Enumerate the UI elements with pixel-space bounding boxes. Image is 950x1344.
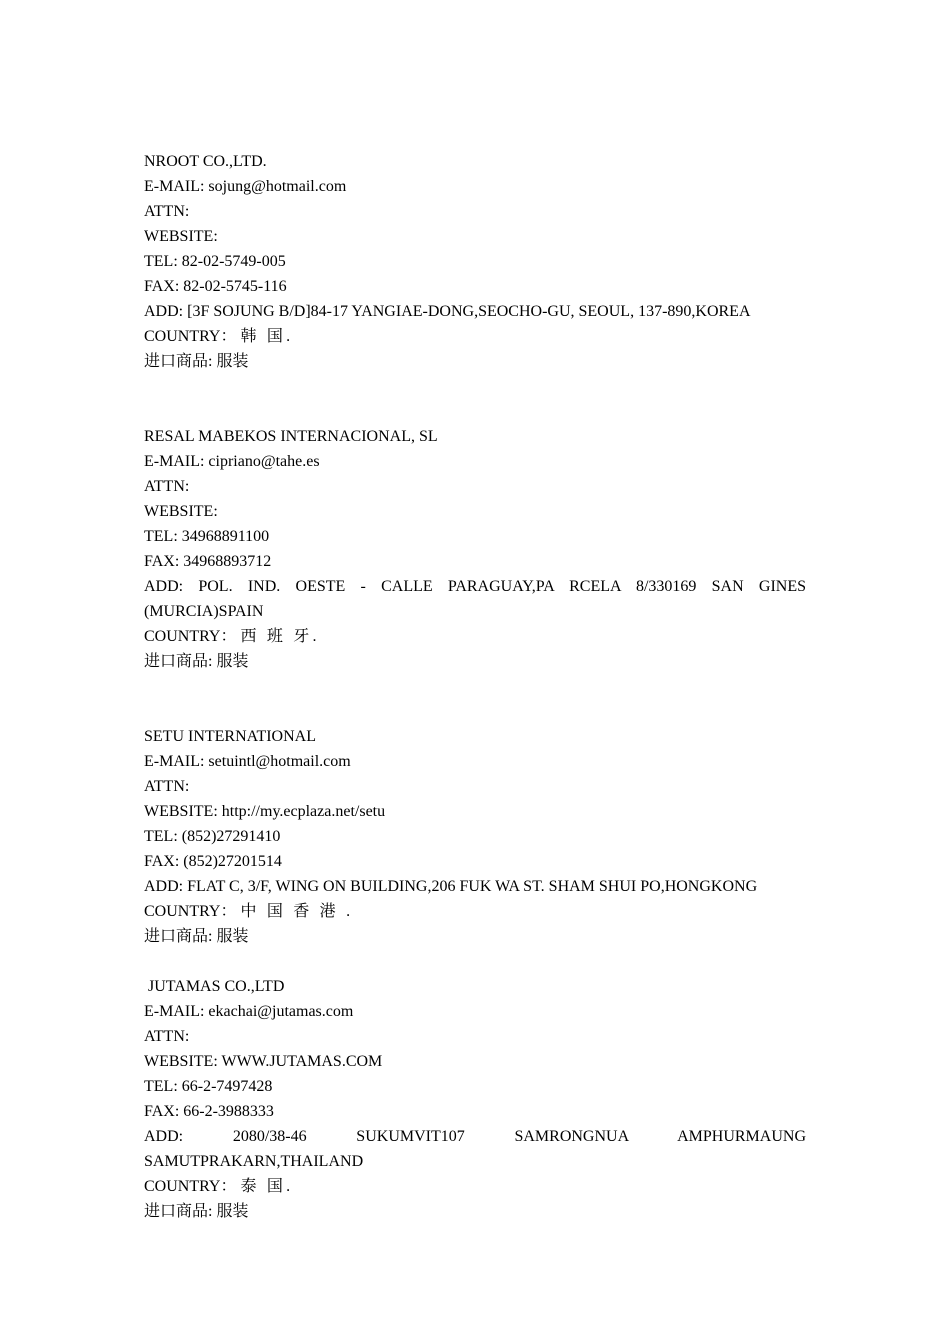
company-name: SETU INTERNATIONAL [144, 728, 316, 745]
address-line-1: ADD: 2080/38-46 SUKUMVIT107 SAMRONGNUA AMPHURMAUNG [144, 1128, 806, 1145]
attn-line: ATTN: [144, 778, 190, 795]
email-line: E-MAIL: sojung@hotmail.com [144, 178, 347, 195]
document-page [144, 149, 806, 1224]
fax-line: FAX: 66-2-3988333 [144, 1103, 274, 1120]
email-line: E-MAIL: ekachai@jutamas.com [144, 1003, 354, 1020]
website-line: WEBSITE: [144, 503, 218, 520]
goods-line: 进口商品: 服装 [144, 1203, 249, 1220]
company-name: RESAL MABEKOS INTERNACIONAL, SL [144, 428, 438, 445]
country-line [144, 324, 806, 349]
address-line: ADD: [3F SOJUNG B/D]84-17 YANGIAE-DONG,SEOCHO-GU, SEOUL, 137-890,KOREA [144, 303, 751, 320]
attn-line: ATTN: [144, 203, 190, 220]
spacer [144, 374, 806, 424]
goods-line: 进口商品: 服装 [144, 928, 249, 945]
country-value: 泰 国. [240, 1178, 294, 1195]
tel-line: TEL: (852)27291410 [144, 828, 281, 845]
country-line [144, 624, 806, 649]
country-label: COUNTRY： [144, 328, 237, 345]
email-line: E-MAIL: setuintl@hotmail.com [144, 753, 351, 770]
address-line-2: SAMUTPRAKARN,THAILAND [144, 1153, 364, 1170]
website-line: WEBSITE: [144, 228, 218, 245]
email-line: E-MAIL: cipriano@tahe.es [144, 453, 320, 470]
goods-line: 进口商品: 服装 [144, 653, 249, 670]
country-value: 韩 国. [240, 328, 294, 345]
tel-line: TEL: 66-2-7497428 [144, 1078, 273, 1095]
spacer [144, 949, 806, 974]
goods-line: 进口商品: 服装 [144, 353, 249, 370]
attn-line: ATTN: [144, 1028, 190, 1045]
fax-line: FAX: 82-02-5745-116 [144, 278, 287, 295]
company-name: JUTAMAS CO.,LTD [144, 978, 285, 995]
country-label: COUNTRY： [144, 1178, 237, 1195]
address-line: ADD: POL. IND. OESTE - CALLE PARAGUAY,PA RCELA 8/330169 SAN GINES (MURCIA)SPAIN [144, 578, 806, 620]
country-label: COUNTRY： [144, 628, 237, 645]
company-name: NROOT CO.,LTD. [144, 153, 267, 170]
spacer [144, 674, 806, 724]
country-value: 西 班 牙. [240, 628, 320, 645]
contact-entry [144, 149, 806, 374]
country-line [144, 1174, 806, 1199]
contact-entry [144, 724, 806, 949]
contact-entry [144, 974, 806, 1224]
country-label: COUNTRY： [144, 903, 237, 920]
fax-line: FAX: 34968893712 [144, 553, 272, 570]
address-line: ADD: FLAT C, 3/F, WING ON BUILDING,206 FUK WA ST. SHAM SHUI PO,HONGKONG [144, 878, 758, 895]
country-line [144, 899, 806, 924]
contact-entry [144, 424, 806, 674]
website-line: WEBSITE: http://my.ecplaza.net/setu [144, 803, 386, 820]
country-value: 中 国 香 港 . [240, 903, 354, 920]
attn-line: ATTN: [144, 478, 190, 495]
tel-line: TEL: 34968891100 [144, 528, 270, 545]
tel-line: TEL: 82-02-5749-005 [144, 253, 286, 270]
website-line: WEBSITE: WWW.JUTAMAS.COM [144, 1053, 383, 1070]
fax-line: FAX: (852)27201514 [144, 853, 282, 870]
